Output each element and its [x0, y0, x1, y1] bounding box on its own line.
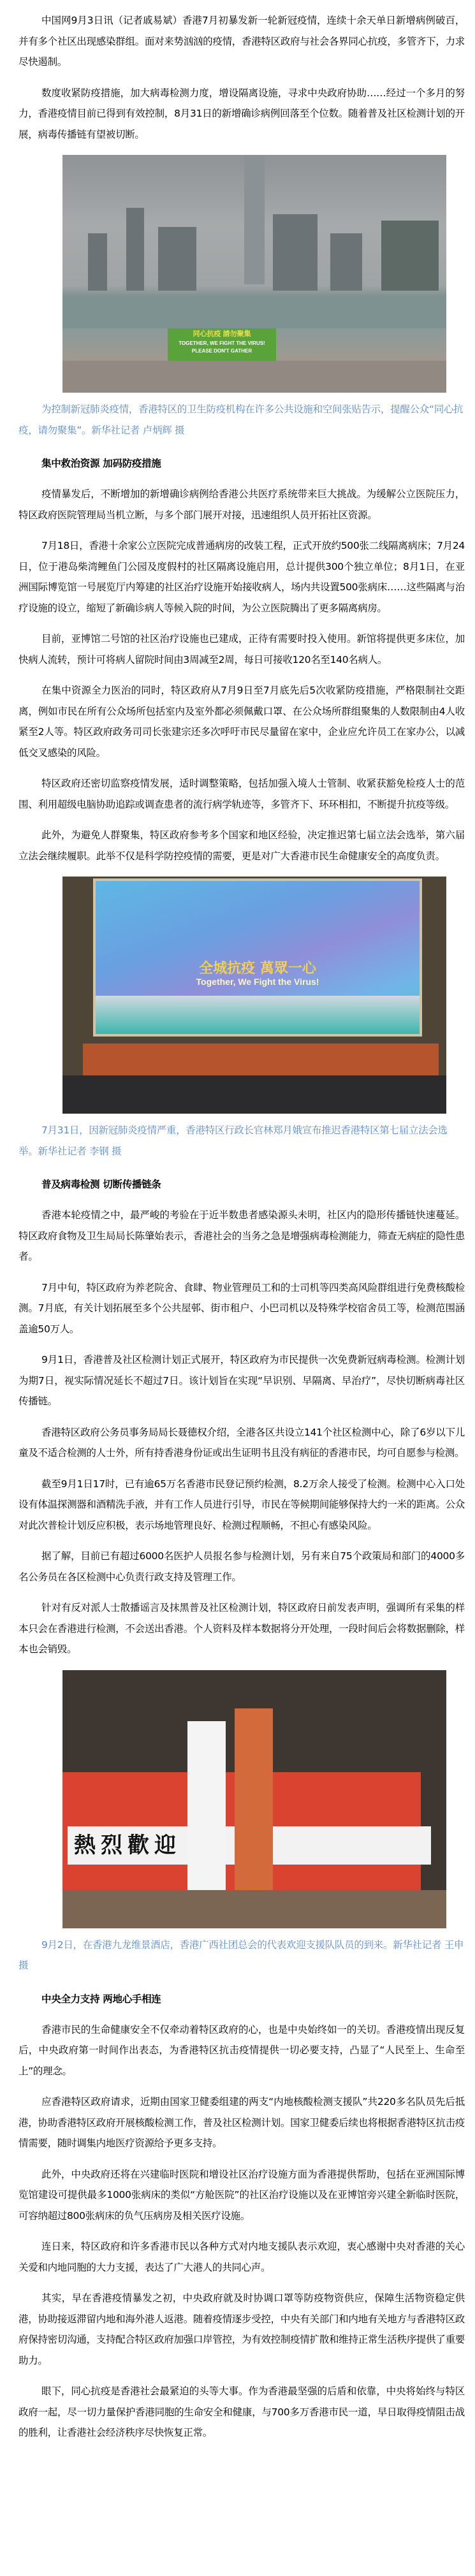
section-paragraph: 7月18日，香港十余家公立医院完成普通病房的改装工程，正式开放约500张二线隔离病床；7月24日，位于港岛柴湾鲤鱼门公园及度假村的社区隔离设施启用，总计提供300个独立单位；8月1日，在亚洲国际博览馆一号展览厅内筹建的社区治疗设施开始接收病人，场内共设置500张病床……这些隔离与治疗设施的设立，缩短了新确诊病人等候入院的时间，为公立医院腾出了更多隔离病房。 [18, 540, 465, 614]
section-paragraph: 香港本轮疫情之中，最严峻的考验在于近半数患者感染源头未明，社区内的隐形传播链快速蔓延。特区政府食物及卫生局局长陈肇始表示，香港社会的当务之急是增强病毒检测能力，筛查无病症的隐性患者。 [18, 1209, 465, 1262]
section-paragraph: 针对有反对派人士散播谣言及抹黑普及社区检测计划，特区政府日前发表声明，强调所有采集的样本只会在香港进行检测，不会送出香港。个人资料及样本数据将分开处理，一段时间后会将数据删除，样本也会销毁。 [18, 1602, 465, 1655]
section-paragraph: 此外，为避免人群聚集，特区政府参考多个国家和地区经验，决定推迟第七届立法会选举，第六届立法会继续履职。此举不仅是科学防控疫情的需要，更是对广大香港市民生命健康安全的高度负责。 [18, 829, 465, 862]
figure-caption: 9月2日，在香港九龙维景酒店，香港广西社团总会的代表欢迎支援队队员的到来。新华社记者 王申 摄 [18, 1939, 464, 1971]
welcome-sign: 熱烈歡迎 [68, 1826, 431, 1865]
banner-chinese-text: 同心抗疫 請勿聚集 [193, 330, 251, 338]
figure-caption: 7月31日，因新冠肺炎疫情严重，香港特区行政长官林郑月娥宣布推迟香港特区第七届立法会选举。新华社记者 李钢 摄 [18, 1124, 448, 1157]
photo-harbour-anti-gathering-banner [62, 155, 446, 393]
intro-paragraph: 数度收紧防疫措施，加大病毒检测力度，增设隔离设施，寻求中央政府协助……经过一个多月的努力，香港疫情目前已得到有效控制，8月31日的新增确诊病例回落至个位数。随着普及社区检测计划的开展，病毒传播链有望被切断。 [18, 87, 465, 140]
section-paragraph: 香港市民的生命健康安全不仅牵动着特区政府的心，也是中央始终如一的关切。香港疫情出现反复后，中央政府第一时间作出表态，为香港特区抗击疫情提供一切必要支持，凸显了“人民至上、生命至上”的理念。 [18, 2023, 465, 2077]
screen-slogan-english: Together, We Fight the Virus! [196, 977, 319, 987]
backdrop-screen [93, 878, 422, 1037]
section-heading: 普及病毒检测 切断传播链条 [41, 1179, 161, 1190]
photo-press-conference [62, 877, 446, 1114]
banner-english-text: TOGETHER, WE FIGHT THE VIRUS! [179, 340, 265, 346]
section-paragraph: 在集中资源全力医治的同时，特区政府从7月9日至7月底先后5次收紧防疫措施，严格限制社交距离，例如市民在所有公众场所包括室内及室外都必须佩戴口罩、在公众场所群组聚集的人数限制由4人收紧至2人等。特区政府政务司司长张建宗还多次呼吁市民尽量留在家中，企业应允许员工在家办公，以减低交叉感染的风险。 [18, 685, 465, 759]
section-paragraph: 特区政府还密切监察疫情发展，适时调整策略，包括加强入境人士管制、收紧获豁免检疫人士的范围、利用超级电脑协助追踪或调查患者的流行病学轨迹等，多管齐下、环环相扣，不断提升抗疫等级。 [18, 778, 465, 810]
screen-slogan-chinese: 全城抗疫 萬眾一心 [199, 961, 316, 977]
lobby-floor [62, 1890, 446, 1928]
press-cameras [62, 1075, 446, 1114]
section-heading: 集中救治资源 加码防疫措施 [41, 458, 161, 469]
skyscraper-shape [244, 155, 265, 284]
section-paragraph: 7月中旬，特区政府为养老院舍、食肆、物业管理员工和的士司机等四类高风险群组进行免费核酸检测。7月底，有关计划拓展至多个公共屋邨、街市租户、小巴司机以及特殊学校宿舍员工等，检测范围涵盖逾50万人。 [18, 1281, 465, 1335]
section-paragraph: 香港特区政府公务员事务局局长聂德权介绍，全港各区共设立141个社区检测中心，除了6岁以下儿童及不适合检测的人士外，所有持香港身份证或出生证明书且没有病征的香港市民，均可自愿参与检测。 [18, 1426, 465, 1459]
screen-skyline [96, 996, 420, 1034]
section-paragraph: 疫情暴发后，不断增加的新增确诊病例给香港公共医疗系统带来巨大挑战。为缓解公立医院压力，特区政府医院管理局当机立断，与多个部门展开对接，迅速组织人员开拓社区资源。 [18, 488, 465, 521]
intro-paragraph: 中国网9月3日讯（记者戚易斌）香港7月初暴发新一轮新冠疫情，连续十余天单日新增病例破百，并有多个社区出现感染群组。面对来势汹汹的疫情，香港特区政府与社会各界同心抗疫，多管齐下，力求尽快遏制。 [18, 15, 465, 68]
press-desk [83, 1044, 439, 1079]
section-paragraph: 其实，早在香港疫情暴发之初，中央政府就及时协调口罩等防疫物资供应，保障生活物资稳定供港，协助接返滞留内地和海外港人返港。随着疫情逐步受控，中央有关部门和内地有关地方与香港特区政府保持密切沟通，支持配合特区政府加强口岸管控，为有效控制疫情扩散和维持正常生活秩序提供了重要助力。 [18, 2292, 465, 2366]
section-paragraph: 目前，亚博馆二号馆的社区治疗设施也已建成，正待有需要时投入使用。新馆将提供更多床位，加快病人流转，预计可将病人留院时间由3周减至2周，每日可接收120名至140名病人。 [18, 633, 465, 666]
section-paragraph: 应香港特区政府请求，近期由国家卫健委组建的两支“内地核酸检测支援队”共220多名队员先后抵港，协助香港特区政府开展核酸检测工作，普及社区检测计划。国家卫健委后续也将根据香港特区抗击疫情需要，随时调集内地医疗资源给予更多支持。 [18, 2096, 465, 2149]
banner-english-text: PLEASE DON'T GATHER [191, 348, 252, 354]
harbour-water [62, 296, 446, 328]
section-paragraph: 连日来，特区政府和许多香港市民以各种方式对内地支援队表示欢迎，衷心感谢中央对香港的关心关爱和内地同胞的大力支援，表达了广大港人的共同心声。 [18, 2241, 465, 2273]
photo-welcome-support-team [62, 1670, 446, 1928]
section-paragraph: 眼下，同心抗疫是香港社会最紧迫的头等大事。作为香港最坚强的后盾和依靠，中央将始终与特区政府一起，尽一切力量保护香港同胞的生命安全和健康，与700多万香港市民一道，早日取得疫情阻击战的胜利，让香港社会经济秩序尽快恢复正常。 [18, 2385, 465, 2438]
figure-caption: 为控制新冠肺炎疫情，香港特区的卫生防疫机构在许多公共设施和空间张贴告示，提醒公众“同心抗疫，请勿聚集”。新华社记者 卢炳辉 摄 [18, 404, 464, 436]
section-paragraph: 据了解，目前已有超过6000名医护人员报名参与检测计划，另有来自75个政策局和部门的4000多名公务员在各区检测中心负责行政支持及管理工作。 [18, 1550, 465, 1583]
section-paragraph: 9月1日，香港普及社区检测计划正式展开，特区政府为市民提供一次免费新冠病毒检测。检测计划为期7日，视实际情况延长不超过7日。该计划旨在实现“早识别、早隔离、早治疗”，尽快切断病毒社区传播链。 [18, 1354, 465, 1407]
promenade-ground [62, 361, 446, 393]
section-paragraph: 截至9月1日17时，已有逾65万名香港市民登记预约检测，8.2万余人接受了检测。检测中心入口处设有体温探测器和酒精洗手液，并有工作人员进行引导，市民在等候期间能够保持大约一米的距离。公众对此次普检计划反应积极，表示场地管理良好、检测过程顺畅，不担心有感染风险。 [18, 1478, 465, 1531]
section-paragraph: 此外，中央政府还将在兴建临时医院和增设社区治疗设施方面为香港提供帮助，包括在亚洲国际博览馆建设可提供最多1000张病床的类似“方舱医院”的社区治疗设施以及在亚博馆旁兴建全新临时医院，可容纳超过800张病床的负气压病房及相关医疗设施。 [18, 2168, 465, 2222]
section-heading: 中央全力支持 两地心手相连 [41, 1993, 161, 2005]
